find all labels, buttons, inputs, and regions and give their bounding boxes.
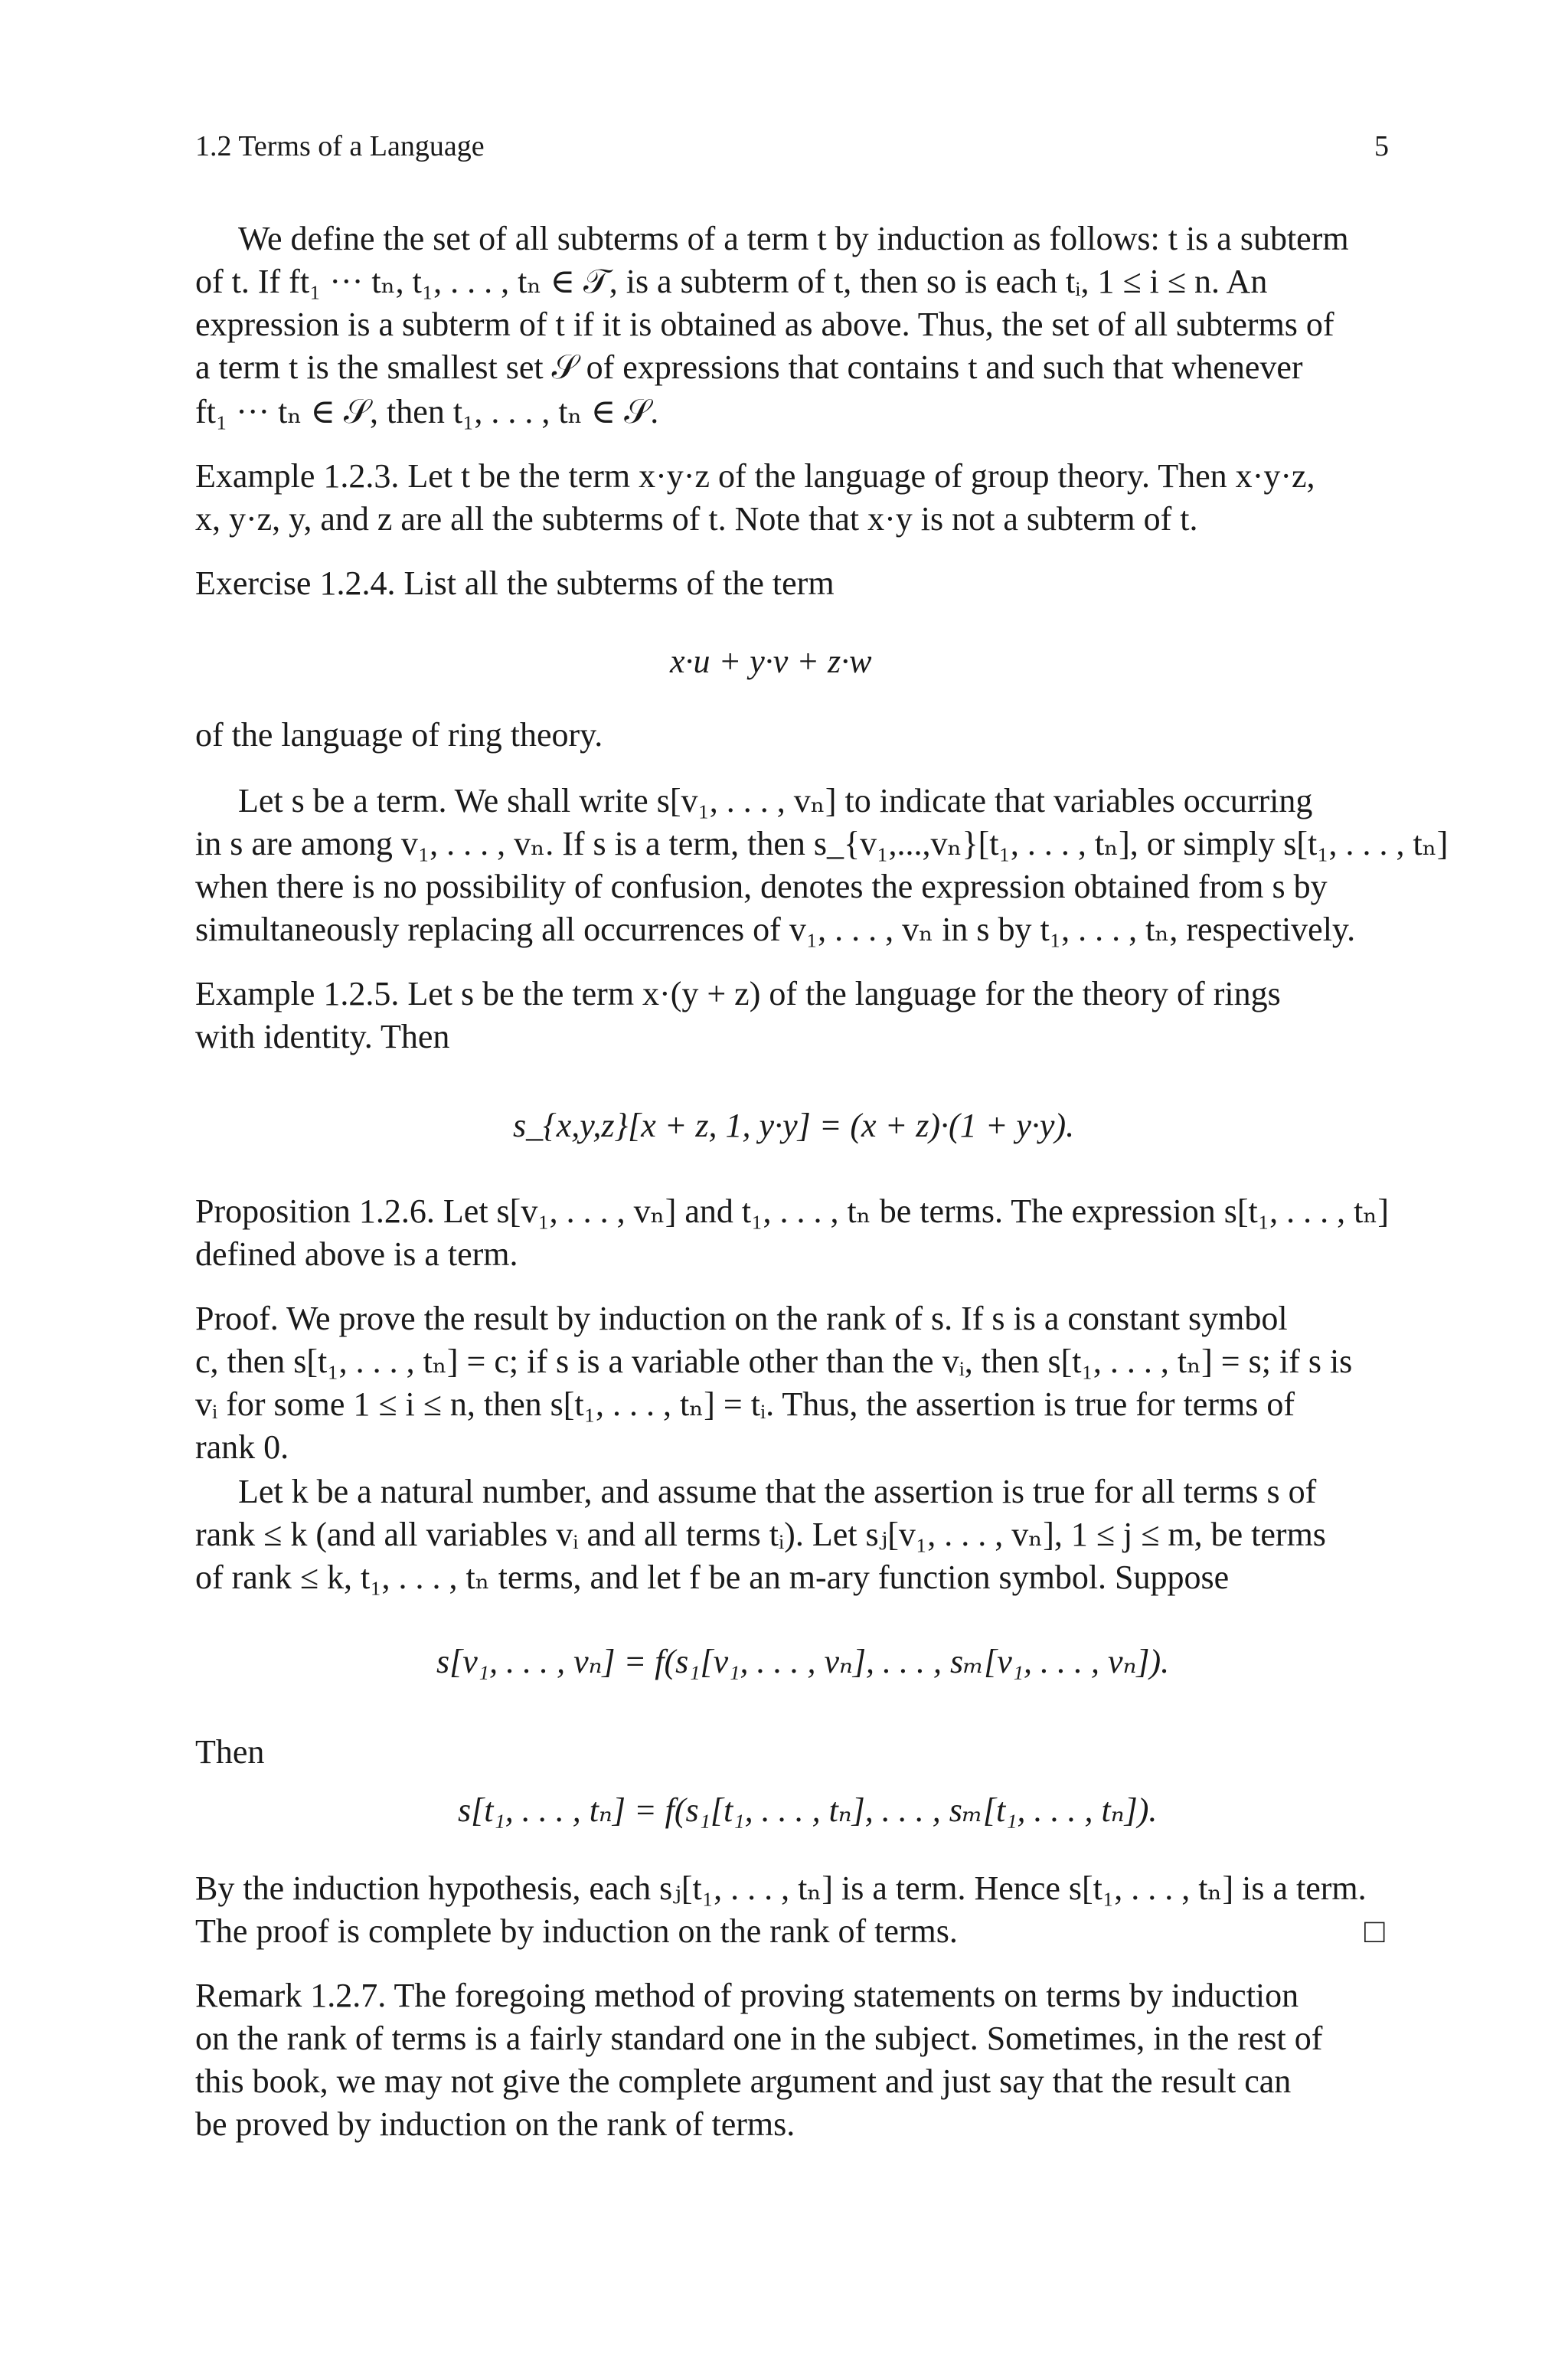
proof-line: of rank ≤ k, t₁, . . . , tₙ terms, and let f be an m-ary function symbol. Suppose [195, 1559, 1230, 1596]
subterm-definition-line: of t. If ft₁ ··· tₙ, t₁, . . . , tₙ ∈ 𝒯, is a subterm of t, then so is each tᵢ, 1 ≤ i ≤ n. An [195, 263, 1268, 300]
subterm-definition-line: ft₁ ··· tₙ ∈ 𝒮, then t₁, . . . , tₙ ∈ 𝒮. [195, 393, 659, 430]
running-header: 1.2 Terms of a Language [195, 130, 485, 162]
proof-line: The proof is complete by induction on the rank of terms. [195, 1912, 958, 1950]
remark-1-2-7-line: this book, we may not give the complete argument and just say that the result can [195, 2062, 1292, 2100]
exercise-1-2-4-line: of the language of ring theory. [195, 716, 603, 754]
proof-line: Then [195, 1733, 265, 1771]
example-1-2-3-line: x, y·z, y, and z are all the subterms of t. Note that x·y is not a subterm of t. [195, 500, 1198, 538]
proof-line: Let k be a natural number, and assume that the assertion is true for all terms s of [238, 1473, 1317, 1510]
qed-symbol: □ [1364, 1912, 1385, 1950]
substitution-paragraph-line: when there is no possibility of confusion, denotes the expression obtained from s by [195, 868, 1328, 905]
remark-1-2-7-line: be proved by induction on the rank of terms. [195, 2105, 795, 2143]
example-1-2-5-equation: s_{x,y,z}[x + z, 1, y·y] = (x + z)·(1 + y·y). [513, 1107, 1075, 1144]
remark-1-2-7-line: Remark 1.2.7. The foregoing method of proving statements on terms by induction [195, 1977, 1299, 2014]
subterm-definition-line: expression is a subterm of t if it is obtained as above. Thus, the set of all subterms of [195, 306, 1334, 343]
proof-equation: s[v₁, . . . , vₙ] = f(s₁[v₁, . . . , vₙ], . . . , sₘ[v₁, . . . , vₙ]). [436, 1643, 1170, 1680]
exercise-1-2-4-equation: x·u + y·v + z·w [670, 643, 872, 680]
subterm-definition-line: a term t is the smallest set 𝒮 of expressions that contains t and such that whenever [195, 348, 1303, 386]
page-number: 5 [1374, 130, 1389, 162]
subterm-definition-line: We define the set of all subterms of a term t by induction as follows: t is a subterm [238, 220, 1349, 257]
proof-line: Proof. We prove the result by induction on the rank of s. If s is a constant symbol [195, 1300, 1288, 1337]
proof-equation: s[t₁, . . . , tₙ] = f(s₁[t₁, . . . , tₙ], . . . , sₘ[t₁, . . . , tₙ]). [458, 1791, 1158, 1829]
example-1-2-3-line: Example 1.2.3. Let t be the term x·y·z of the language of group theory. Then x·y·z, [195, 457, 1315, 495]
proof-line: By the induction hypothesis, each sⱼ[t₁, . . . , tₙ] is a term. Hence s[t₁, . . . , tₙ] is a term. [195, 1869, 1367, 1907]
proof-line: vᵢ for some 1 ≤ i ≤ n, then s[t₁, . . . , tₙ] = tᵢ. Thus, the assertion is true for terms of [195, 1385, 1295, 1423]
substitution-paragraph-line: Let s be a term. We shall write s[v₁, . . . , vₙ] to indicate that variables occurring [238, 782, 1313, 819]
remark-1-2-7-line: on the rank of terms is a fairly standard one in the subject. Sometimes, in the rest of [195, 2020, 1323, 2057]
exercise-1-2-4-line: Exercise 1.2.4. List all the subterms of the term [195, 564, 835, 602]
proof-line: rank 0. [195, 1428, 289, 1466]
substitution-paragraph-line: simultaneously replacing all occurrences of v₁, . . . , vₙ in s by t₁, . . . , tₙ, respectively. [195, 911, 1356, 948]
proposition-1-2-6-line: Proposition 1.2.6. Let s[v₁, . . . , vₙ] and t₁, . . . , tₙ be terms. The expression s[t₁, . . . , tₙ] [195, 1192, 1390, 1230]
example-1-2-5-line: with identity. Then [195, 1018, 450, 1055]
proposition-1-2-6-line: defined above is a term. [195, 1235, 518, 1273]
proof-line: rank ≤ k (and all variables vᵢ and all terms tᵢ). Let sⱼ[v₁, . . . , vₙ], 1 ≤ j ≤ m, be terms [195, 1516, 1326, 1553]
substitution-paragraph-line: in s are among v₁, . . . , vₙ. If s is a term, then s_{v₁,...,vₙ}[t₁, . . . , tₙ], or simply s[t₁, . . . , tₙ] [195, 825, 1449, 862]
proof-line: c, then s[t₁, . . . , tₙ] = c; if s is a variable other than the vᵢ, then s[t₁, . . . , tₙ] = s; if s is [195, 1343, 1353, 1380]
example-1-2-5-line: Example 1.2.5. Let s be the term x·(y + z) of the language for the theory of rings [195, 975, 1281, 1012]
